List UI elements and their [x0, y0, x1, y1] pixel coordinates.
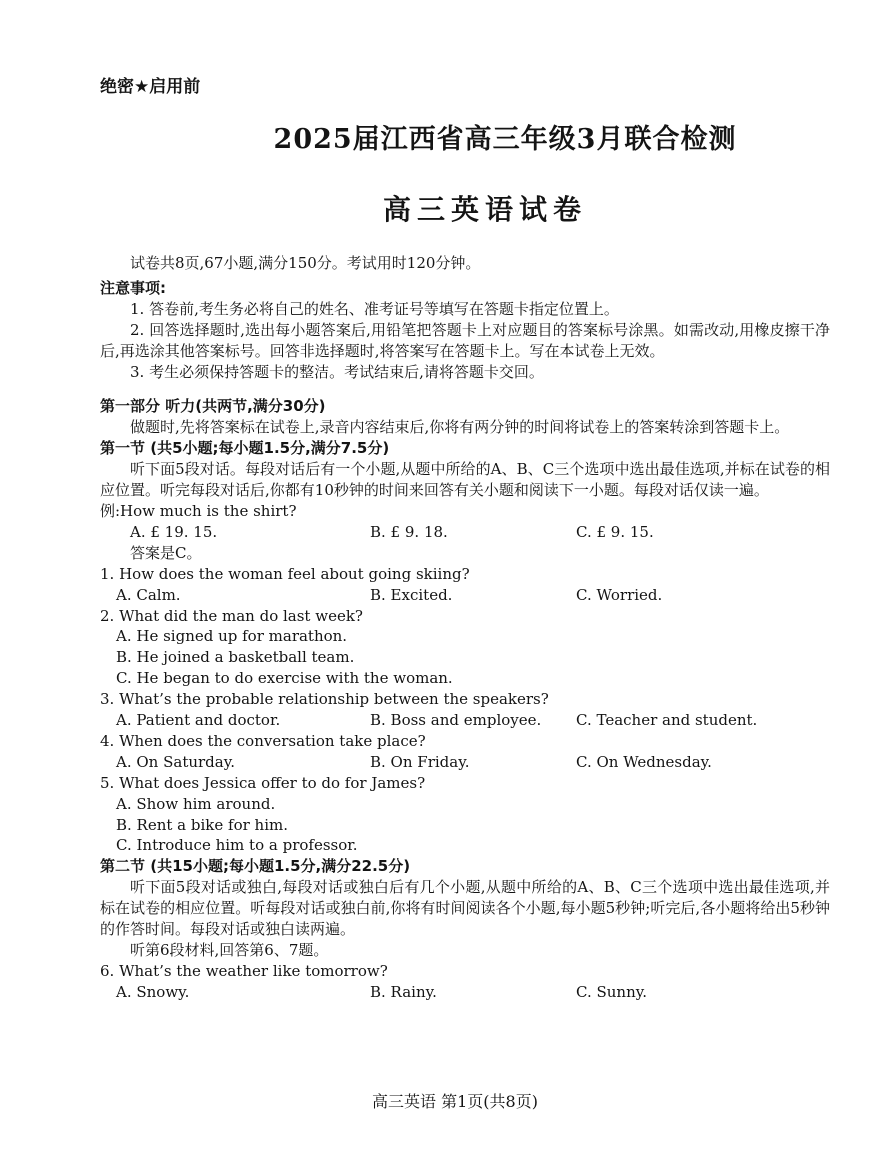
option-c: C. On Wednesday. [576, 752, 712, 771]
option-b: B. £ 9. 18. [370, 522, 448, 541]
option-c: C. £ 9. 15. [576, 522, 654, 541]
section1-heading: 第一节 (共5小题;每小题1.5分,满分7.5分) [100, 439, 390, 458]
question-stem: 3. What’s the probable relationship between the speakers? [100, 690, 549, 709]
question-options [100, 752, 830, 773]
section2-heading: 第二节 (共15小题;每小题1.5分,满分22.5分) [100, 857, 411, 876]
option-a: A. Calm. [116, 585, 181, 604]
question-options [100, 710, 830, 731]
question-options [100, 982, 830, 1003]
option-b: B. He joined a basketball team. [116, 648, 355, 667]
exam-title: 2025届江西省高三年级3月联合检测 [273, 124, 737, 155]
question-stem: 5. What does Jessica offer to do for James? [100, 773, 426, 792]
notice-heading: 注意事项: [100, 278, 166, 297]
section2-instruction: 听下面5段对话或独白,每段对话或独白后有几个小题,从题中所给的A、B、C三个选项中选出最佳选项,并标在试卷的相应位置。听每段对话或独白前,你将有时间阅读各个小题,每小题5秒钟;听完后,各小题将给出5秒钟的作答时间。每段对话或独白读两遍。 [100, 878, 830, 939]
option-b: B. Boss and employee. [370, 711, 542, 730]
material-6-note: 听第6段材料,回答第6、7题。 [130, 941, 329, 959]
notice-item-2: 2. 回答选择题时,选出每小题答案后,用铅笔把答题卡上对应题目的答案标号涂黑。如需改动,用橡皮擦干净后,再选涂其他答案标号。回答非选择题时,将答案写在答题卡上。写在本试卷上无效。 [100, 320, 830, 360]
option-c: C. Sunny. [576, 982, 647, 1001]
paper-subtitle: 高三英语试卷 [382, 193, 587, 226]
option-a: A. On Saturday. [116, 752, 235, 771]
example-question: 例:How much is the shirt? [100, 501, 297, 520]
option-c: C. Teacher and student. [576, 711, 758, 730]
question-stem: 2. What did the man do last week? [100, 606, 363, 625]
question-stem: 4. When does the conversation take place? [100, 731, 426, 750]
option-c: C. Introduce him to a professor. [116, 836, 358, 855]
option-c: C. He began to do exercise with the woman. [116, 669, 453, 688]
option-a: A. Snowy. [116, 982, 190, 1001]
option-a: A. Patient and doctor. [116, 711, 281, 730]
example-options [100, 522, 830, 543]
question-stem: 6. What’s the weather like tomorrow? [100, 961, 388, 980]
question-stem: 1. How does the woman feel about going skiing? [100, 564, 470, 583]
section1-instruction: 听下面5段对话。每段对话后有一个小题,从题中所给的A、B、C三个选项中选出最佳选项,并标在试卷的相应位置。听完每段对话后,你都有10秒钟的时间来回答有关小题和阅读下一小题。每段对话仅读一遍。 [100, 460, 830, 500]
intro-text: 试卷共8页,67小题,满分150分。考试用时120分钟。 [130, 254, 481, 272]
option-b: B. Rainy. [370, 982, 437, 1001]
option-b: B. Rent a bike for him. [116, 815, 289, 834]
page-footer: 高三英语 第1页(共8页) [372, 1092, 538, 1111]
option-a: A. He signed up for marathon. [116, 627, 348, 646]
part1-heading: 第一部分 听力(共两节,满分30分) [100, 397, 326, 416]
option-a: A. £ 19. 15. [130, 522, 218, 541]
option-b: B. Excited. [370, 585, 453, 604]
option-b: B. On Friday. [370, 752, 470, 771]
question-options [100, 585, 830, 606]
example-answer: 答案是C。 [130, 543, 202, 562]
option-a: A. Show him around. [116, 794, 276, 813]
notice-item-3: 3. 考生必须保持答题卡的整洁。考试结束后,请将答题卡交回。 [130, 362, 544, 381]
option-c: C. Worried. [576, 585, 663, 604]
exam-body [100, 253, 830, 1003]
part1-instruction: 做题时,先将答案标在试卷上,录音内容结束后,你将有两分钟的时间将试卷上的答案转涂到答题卡上。 [130, 418, 790, 437]
notice-item-1: 1. 答卷前,考生务必将自己的姓名、准考证号等填写在答题卡指定位置上。 [130, 299, 619, 318]
confidential-mark: 绝密★启用前 [100, 77, 201, 97]
